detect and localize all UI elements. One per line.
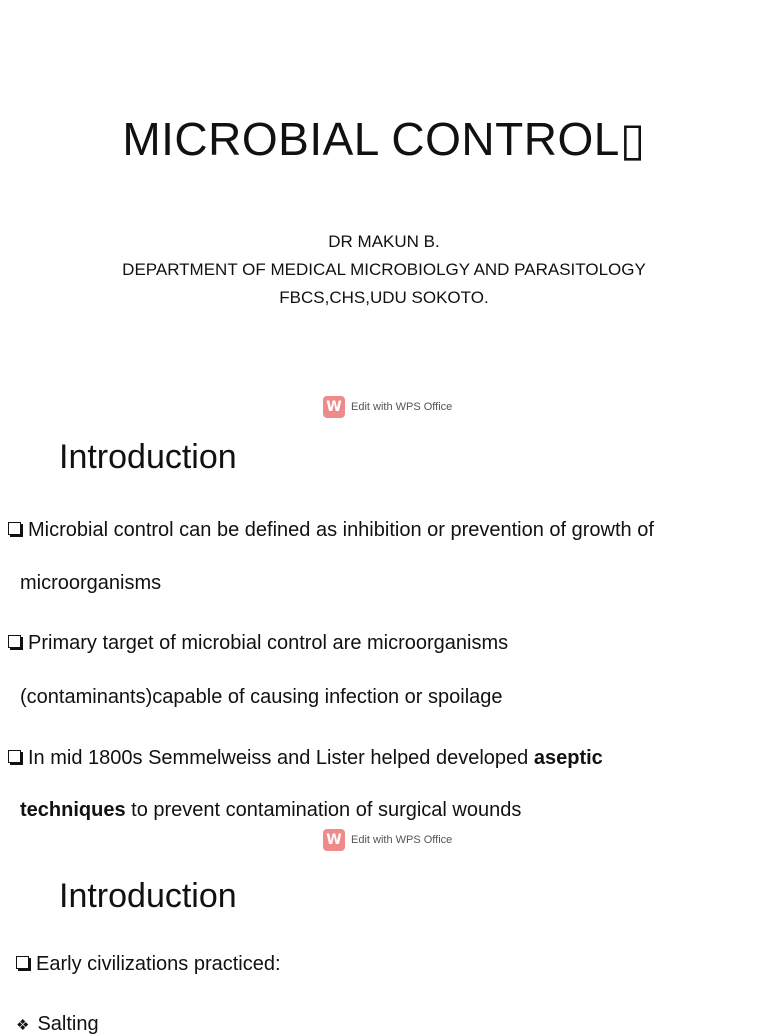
bullet-item — [8, 747, 603, 770]
diamond-bullet-icon: ❖ — [16, 1017, 30, 1034]
bullet-item — [8, 519, 654, 542]
author-name: DR MAKUN B. — [328, 232, 440, 251]
bullet-item — [16, 1013, 99, 1036]
bullet-continuation: microorganisms — [20, 572, 162, 594]
wps-logo-icon: W — [323, 829, 345, 851]
introduction-slide-2 — [0, 855, 768, 1035]
bullet-text: In mid 1800s Semmelweiss and Lister helped developed — [28, 747, 534, 769]
department-name: DEPARTMENT OF MEDICAL MICROBIOLGY AND PARASITOLOGY — [122, 260, 646, 279]
checkbox-icon — [16, 956, 29, 969]
section-heading: Introduction — [59, 438, 237, 476]
institution-name: FBCS,CHS,UDU SOKOTO. — [279, 288, 489, 307]
wps-watermark[interactable] — [323, 829, 452, 851]
checkbox-icon — [8, 635, 21, 648]
section-heading: Introduction — [59, 877, 237, 915]
missing-glyph-icon: ▯ — [619, 113, 646, 165]
author-block — [0, 228, 768, 312]
wps-watermark-label: Edit with WPS Office — [351, 834, 453, 846]
wps-watermark[interactable] — [323, 396, 452, 418]
document-title: MICROBIAL CONTROL▯ — [122, 113, 646, 165]
bullet-continuation: (contaminants)capable of causing infection or spoilage — [20, 686, 503, 708]
checkbox-icon — [8, 522, 21, 535]
bullet-text: Microbial control can be defined as inhibition or prevention of growth of — [28, 519, 654, 541]
bullet-text: to prevent contamination of surgical wounds — [125, 799, 522, 821]
checkbox-icon — [8, 750, 21, 763]
bullet-continuation — [20, 799, 521, 822]
wps-logo-icon: W — [323, 396, 345, 418]
wps-watermark-label: Edit with WPS Office — [351, 401, 453, 413]
bold-term: aseptic — [533, 747, 603, 769]
bullet-text: Primary target of microbial control are microorganisms — [28, 632, 509, 654]
title-slide — [0, 0, 768, 430]
bullet-item — [16, 953, 281, 976]
introduction-slide-1 — [0, 430, 768, 855]
bullet-item — [8, 632, 508, 655]
bullet-text: Salting — [37, 1013, 99, 1035]
bullet-text: Early civilizations practiced: — [36, 953, 281, 975]
bold-term: techniques — [20, 799, 126, 821]
